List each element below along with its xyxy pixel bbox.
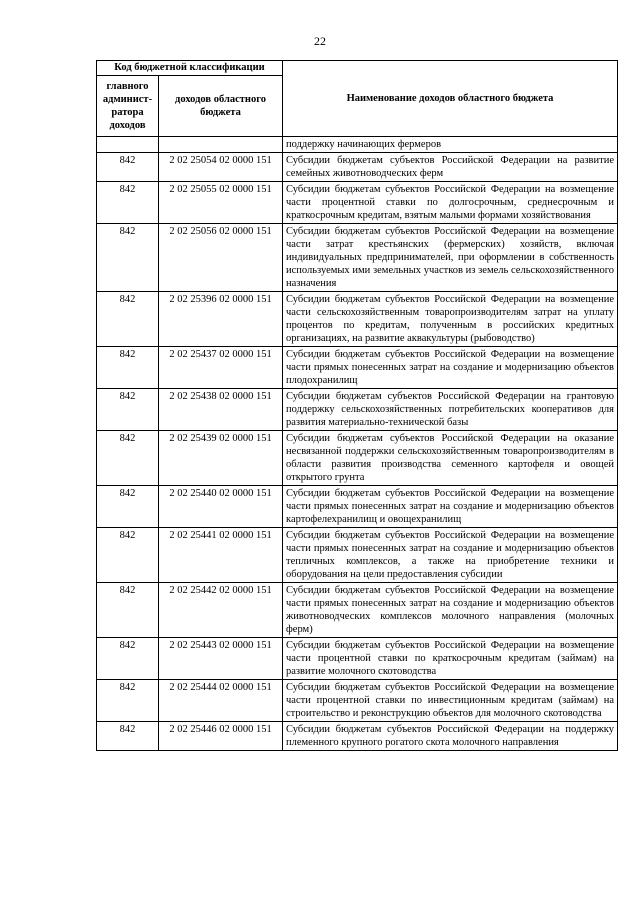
income-code-cell: 2 02 25442 02 0000 151 bbox=[159, 583, 283, 638]
table-row bbox=[97, 431, 618, 486]
income-code-cell: 2 02 25444 02 0000 151 bbox=[159, 680, 283, 722]
admin-code-cell: 842 bbox=[97, 722, 159, 751]
income-name-cell: Субсидии бюджетам субъектов Российской Федерации на возмещение части процентной ставки по инвестиционным кредитам (займам) на строительство и реконструкцию объектов для молочного скотоводства bbox=[283, 680, 618, 722]
income-name-cell: Субсидии бюджетам субъектов Российской Федерации на возмещение части сельскохозяйственным товаропроизводителям затрат на уплату процентов по кредитам, полученным в российских кредитных организациях, на развитие аквакультуры (рыбоводство) bbox=[283, 292, 618, 347]
continuation-text: поддержку начинающих фермеров bbox=[283, 137, 618, 153]
table-row bbox=[97, 153, 618, 182]
income-name-cell: Субсидии бюджетам субъектов Российской Федерации на развитие семейных животноводческих ферм bbox=[283, 153, 618, 182]
admin-code-cell: 842 bbox=[97, 486, 159, 528]
admin-code-cell: 842 bbox=[97, 153, 159, 182]
income-name-header: Наименование доходов областного бюджета bbox=[283, 61, 618, 137]
income-name-cell: Субсидии бюджетам субъектов Российской Федерации на грантовую поддержку сельскохозяйственных потребительских кооперативов для развития материально-технической базы bbox=[283, 389, 618, 431]
income-name-cell: Субсидии бюджетам субъектов Российской Федерации на поддержку племенного крупного рогатого скота молочного направления bbox=[283, 722, 618, 751]
admin-code-cell: 842 bbox=[97, 680, 159, 722]
table-row bbox=[97, 583, 618, 638]
admin-code-cell: 842 bbox=[97, 638, 159, 680]
income-name-cell: Субсидии бюджетам субъектов Российской Федерации на возмещение части процентной ставки по краткосрочным кредитам (займам) на развитие молочного скотоводства bbox=[283, 638, 618, 680]
code-column-header: доходов областного бюджета bbox=[159, 76, 283, 137]
income-code-cell: 2 02 25056 02 0000 151 bbox=[159, 224, 283, 292]
income-code-cell: 2 02 25441 02 0000 151 bbox=[159, 528, 283, 583]
admin-code-cell: 842 bbox=[97, 292, 159, 347]
page-number: 22 bbox=[314, 34, 326, 48]
table-row bbox=[97, 347, 618, 389]
admin-column-header: главного админист-ратора доходов bbox=[97, 76, 159, 137]
admin-code-cell: 842 bbox=[97, 389, 159, 431]
table-row bbox=[97, 292, 618, 347]
table-row bbox=[97, 638, 618, 680]
income-code-cell: 2 02 25438 02 0000 151 bbox=[159, 389, 283, 431]
admin-code-cell: 842 bbox=[97, 431, 159, 486]
income-name-cell: Субсидии бюджетам субъектов Российской Федерации на оказание несвязанной поддержки сельскохозяйственным товаропроизводителям в области развития производства семенного картофеля и овощей открытого грунта bbox=[283, 431, 618, 486]
income-name-cell: Субсидии бюджетам субъектов Российской Федерации на возмещение части прямых понесенных затрат на создание и модернизацию объектов картофелехранилищ и овощехранилищ bbox=[283, 486, 618, 528]
table-row bbox=[97, 528, 618, 583]
income-name-cell: Субсидии бюджетам субъектов Российской Федерации на возмещение части затрат крестьянских (фермерских) хозяйств, включая индивидуальных предпринимателей, при оформлении в собственность используемых ими земельных участков из земель сельскохозяйственного назначения bbox=[283, 224, 618, 292]
table-row bbox=[97, 722, 618, 751]
admin-code-cell: 842 bbox=[97, 583, 159, 638]
income-name-cell: Субсидии бюджетам субъектов Российской Федерации на возмещение части прямых понесенных затрат на создание и модернизацию объектов плодохранилищ bbox=[283, 347, 618, 389]
admin-code-cell: 842 bbox=[97, 347, 159, 389]
income-name-cell: Субсидии бюджетам субъектов Российской Федерации на возмещение части прямых понесенных затрат на создание и модернизацию объектов животноводческих комплексов молочного направления (молочных ферм) bbox=[283, 583, 618, 638]
income-code-cell: 2 02 25446 02 0000 151 bbox=[159, 722, 283, 751]
admin-code-cell: 842 bbox=[97, 528, 159, 583]
classification-code-header: Код бюджетной классификации bbox=[97, 61, 283, 76]
table-row bbox=[97, 389, 618, 431]
income-code-cell: 2 02 25440 02 0000 151 bbox=[159, 486, 283, 528]
income-code-cell: 2 02 25439 02 0000 151 bbox=[159, 431, 283, 486]
income-code-cell: 2 02 25396 02 0000 151 bbox=[159, 292, 283, 347]
income-code-cell: 2 02 25443 02 0000 151 bbox=[159, 638, 283, 680]
income-code-cell: 2 02 25055 02 0000 151 bbox=[159, 182, 283, 224]
income-code-cell: 2 02 25437 02 0000 151 bbox=[159, 347, 283, 389]
income-name-cell: Субсидии бюджетам субъектов Российской Федерации на возмещение части процентной ставки по долгосрочным, среднесрочным и краткосрочным кредитам, взятым малыми формами хозяйствования bbox=[283, 182, 618, 224]
admin-code-cell: 842 bbox=[97, 182, 159, 224]
table-row bbox=[97, 224, 618, 292]
admin-code-cell: 842 bbox=[97, 224, 159, 292]
income-code-cell: 2 02 25054 02 0000 151 bbox=[159, 153, 283, 182]
continuation-row bbox=[97, 137, 618, 153]
table-row bbox=[97, 182, 618, 224]
table-row bbox=[97, 486, 618, 528]
budget-classification-table bbox=[96, 60, 618, 751]
table-row bbox=[97, 680, 618, 722]
income-name-cell: Субсидии бюджетам субъектов Российской Федерации на возмещение части прямых понесенных затрат на создание и модернизацию объектов тепличных комплексов, а также на приобретение техники и оборудования на цели предоставления субсидии bbox=[283, 528, 618, 583]
